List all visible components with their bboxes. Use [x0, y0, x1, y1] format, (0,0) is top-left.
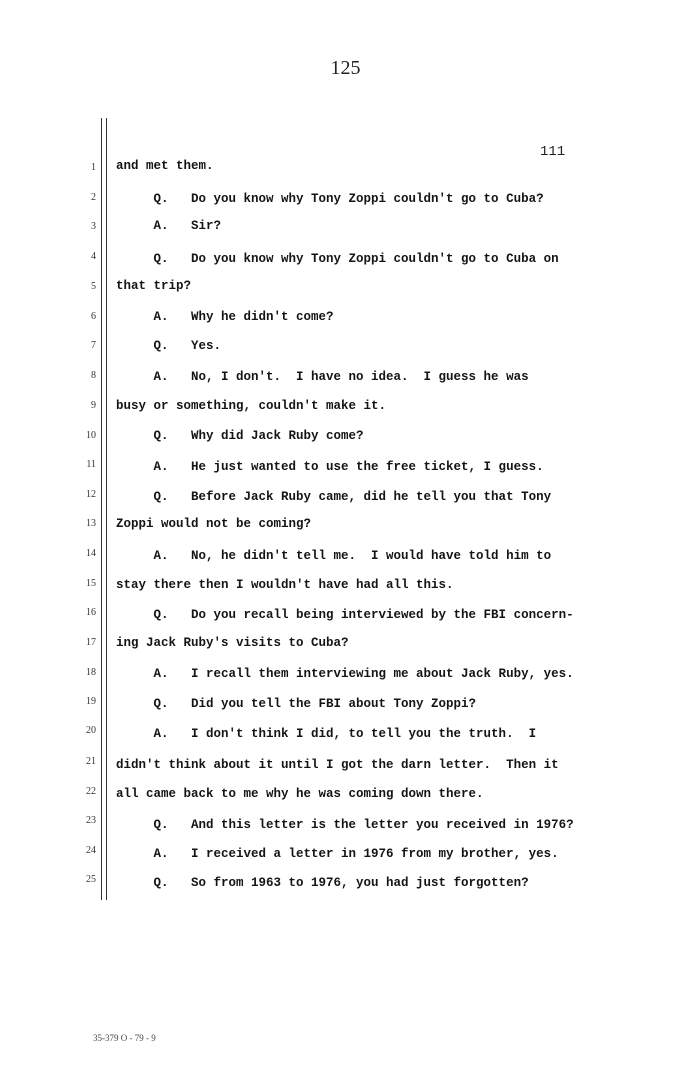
line-number: 8 [91, 370, 96, 381]
transcript-line: Zoppi would not be coming? [116, 517, 312, 531]
line-number: 4 [91, 251, 96, 262]
line-number: 6 [91, 311, 96, 322]
transcript-line: Q. And this letter is the letter you received in 1976? [116, 818, 574, 832]
page-number: 125 [330, 57, 361, 79]
line-number: 9 [91, 400, 96, 411]
line-number: 23 [86, 815, 96, 826]
footer-print-code: 35-379 O - 79 - 9 [93, 1033, 156, 1043]
line-number: 21 [86, 756, 96, 767]
transcript-line: didn't think about it until I got the darn letter. Then it [116, 758, 559, 772]
line-number: 10 [86, 430, 96, 441]
transcript-line: Q. So from 1963 to 1976, you had just forgotten? [116, 876, 529, 890]
transcript-page-number: 111 [540, 144, 566, 160]
line-number: 12 [86, 489, 96, 500]
transcript-line: A. I received a letter in 1976 from my brother, yes. [116, 847, 559, 861]
transcript-line: Q. Do you know why Tony Zoppi couldn't go to Cuba on [116, 252, 559, 266]
transcript-line: Q. Why did Jack Ruby come? [116, 429, 364, 443]
transcript-line: Q. Do you know why Tony Zoppi couldn't go to Cuba? [116, 192, 544, 206]
line-number: 24 [86, 845, 96, 856]
transcript-line: A. No, he didn't tell me. I would have told him to [116, 549, 552, 563]
transcript-line: A. Why he didn't come? [116, 310, 334, 324]
transcript-line: Q. Do you recall being interviewed by the FBI concern- [116, 608, 574, 622]
transcript-line: Q. Before Jack Ruby came, did he tell you that Tony [116, 490, 552, 504]
line-number: 7 [91, 340, 96, 351]
line-number: 5 [91, 281, 96, 292]
transcript-line: A. Sir? [116, 219, 222, 233]
line-number: 15 [86, 578, 96, 589]
transcript-line: A. I recall them interviewing me about Jack Ruby, yes. [116, 667, 574, 681]
line-number: 13 [86, 518, 96, 529]
line-number: 20 [86, 725, 96, 736]
line-number: 2 [91, 192, 96, 203]
transcript-line: and met them. [116, 159, 214, 173]
line-number: 1 [91, 162, 96, 173]
line-number: 3 [91, 221, 96, 232]
transcript-line: Q. Yes. [116, 339, 222, 353]
line-number: 22 [86, 786, 96, 797]
transcript-line: Q. Did you tell the FBI about Tony Zoppi? [116, 697, 477, 711]
transcript-line: all came back to me why he was coming down there. [116, 787, 484, 801]
line-number: 14 [86, 548, 96, 559]
transcript-line: A. He just wanted to use the free ticket, I guess. [116, 460, 544, 474]
transcript-line: A. No, I don't. I have no idea. I guess he was [116, 370, 529, 384]
transcript-line: that trip? [116, 279, 192, 293]
transcript-line: ing Jack Ruby's visits to Cuba? [116, 636, 349, 650]
line-number: 19 [86, 696, 96, 707]
line-number: 18 [86, 667, 96, 678]
line-number: 16 [86, 607, 96, 618]
margin-rule [101, 118, 107, 900]
transcript-line: stay there then I wouldn't have had all this. [116, 578, 454, 592]
line-number: 17 [86, 637, 96, 648]
transcript-line: A. I don't think I did, to tell you the truth. I [116, 727, 537, 741]
line-number: 11 [86, 459, 96, 470]
line-number: 25 [86, 874, 96, 885]
transcript-line: busy or something, couldn't make it. [116, 399, 387, 413]
